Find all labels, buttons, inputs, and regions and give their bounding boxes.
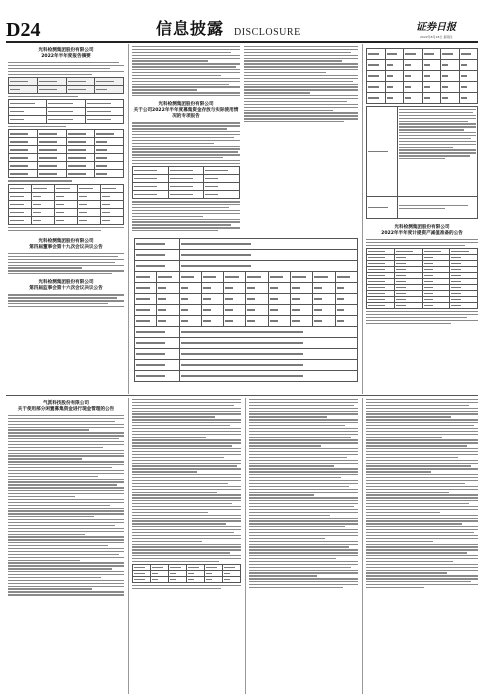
summary-table <box>8 77 124 94</box>
notice-company: 气派科技股份有限公司 <box>43 401 89 406</box>
notice-title: 关于使用部分闲置募集资金进行现金管理的公告 <box>17 407 115 412</box>
notice-title: 2022年半年度计提资产减值准备的公告 <box>381 231 463 236</box>
column-separator <box>362 398 363 694</box>
column-separator <box>362 44 363 394</box>
fund-comparison-table-block <box>134 236 358 392</box>
section-title: 信息披露 <box>156 19 225 38</box>
notice-header <box>8 48 124 60</box>
column-separator <box>128 44 129 394</box>
notice-company: 光科检测集团股份有限公司 <box>38 238 94 244</box>
notice-title: 关于公司2022年半年度募集资金存放与实际使用情况的专项报告 <box>133 108 239 120</box>
fund-comparison-table <box>134 238 358 382</box>
notice-title: 2022年半年度报告摘要 <box>41 54 91 59</box>
shareholder-table <box>8 184 124 225</box>
column-separator <box>245 398 246 694</box>
fund-usage-table <box>132 166 240 199</box>
notice-header <box>366 225 478 237</box>
notice-title: 第四届董事会第十九次会议决议公告 <box>29 244 103 250</box>
impairment-table <box>366 248 478 309</box>
column-separator <box>128 398 129 694</box>
notice-header <box>8 239 124 251</box>
notice-continued-text <box>366 399 478 694</box>
contact-table <box>8 99 124 124</box>
project-table <box>366 48 478 104</box>
notice-company: 光科检测集团股份有限公司 <box>38 280 94 286</box>
notes-table <box>366 106 478 219</box>
notice-company: 光科检测集团股份有限公司 <box>158 102 214 108</box>
notice-company: 光科检测集团股份有限公司 <box>38 48 94 53</box>
section-divider <box>6 395 478 396</box>
newspaper-logo: 证券日报 <box>416 22 456 33</box>
notice-impairment-provision <box>366 46 478 394</box>
product-table <box>132 564 241 583</box>
notice-header <box>8 280 124 292</box>
masthead <box>0 0 484 44</box>
section-title-english: DISCLOSURE <box>234 27 301 38</box>
notice-company: 光科检测集团股份有限公司 <box>394 225 450 230</box>
notice-continued-text <box>132 399 241 694</box>
notice-header <box>8 401 124 413</box>
page-number: D24 <box>6 19 41 41</box>
notice-cash-management <box>8 399 124 694</box>
notice-title: 第四届监事会第十六次会议决议公告 <box>29 286 103 292</box>
publication-date: 2022年8月18日 星期四 <box>420 35 453 39</box>
notice-continued-text <box>249 399 358 694</box>
financial-data-table <box>8 129 124 178</box>
notice-header <box>132 102 240 120</box>
masthead-rule <box>6 41 478 43</box>
notice-annual-report-summary <box>8 46 124 394</box>
